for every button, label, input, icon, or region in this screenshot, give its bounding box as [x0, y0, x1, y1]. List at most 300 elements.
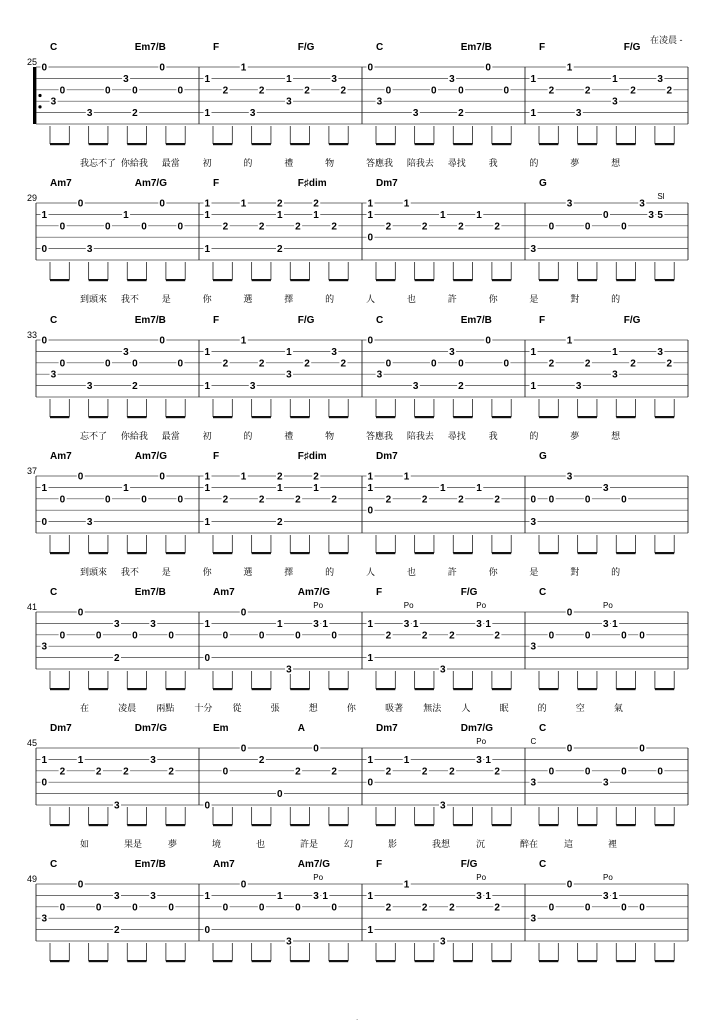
fret-number: 3: [530, 517, 537, 529]
fret-number: 3: [41, 641, 48, 653]
rhythm-beam: [89, 552, 108, 554]
rhythm-beam: [89, 143, 108, 145]
fret-number: 3: [648, 209, 654, 221]
fret-number: 2: [421, 494, 428, 506]
fret-number: 1: [403, 471, 410, 483]
lyric-syllable: 無法: [423, 704, 442, 714]
fret-number: 2: [258, 221, 265, 233]
fret-number: 3: [657, 346, 663, 358]
fret-number: 1: [367, 209, 374, 221]
fret-number: 0: [485, 62, 491, 74]
fret-number: 0: [584, 221, 591, 233]
fret-number: 0: [132, 630, 138, 642]
fret-number: 2: [331, 221, 337, 233]
fret-number: 0: [41, 244, 48, 256]
fret-number: 1: [277, 482, 283, 494]
lyric-syllable: 的: [611, 295, 621, 305]
fret-number: 1: [204, 381, 211, 393]
rhythm-beam: [376, 143, 395, 145]
fret-number: 3: [530, 777, 537, 789]
fret-number: 0: [295, 630, 301, 642]
rhythm-beam: [415, 824, 434, 826]
fret-number: 1: [367, 471, 374, 483]
chord-name: C: [376, 315, 384, 326]
fret-number: 3: [566, 198, 573, 210]
fret-number: 0: [59, 221, 66, 233]
fret-number: 1: [367, 618, 374, 630]
fret-number: 0: [141, 494, 147, 506]
rhythm-beam: [127, 688, 146, 690]
fret-number: 0: [313, 743, 319, 755]
chord-name: Am7: [50, 178, 72, 189]
fret-number: 2: [304, 358, 310, 370]
fret-number: 2: [421, 902, 428, 914]
chord-name: F: [213, 451, 220, 462]
rhythm-beam: [89, 416, 108, 418]
lyric-syllable: 人: [461, 704, 471, 714]
fret-number: 1: [612, 890, 618, 902]
fret-number: 0: [566, 607, 573, 619]
fret-number: 3: [150, 754, 156, 766]
chord-name: C: [50, 859, 58, 870]
fret-number: 2: [123, 766, 129, 778]
fret-number: 3: [313, 618, 319, 630]
fret-number: 3: [86, 244, 93, 256]
chord-name: F: [376, 587, 383, 598]
fret-number: 1: [322, 618, 328, 630]
chord-name: C: [539, 723, 547, 734]
fret-number: 0: [584, 494, 591, 506]
rhythm-beam: [415, 143, 434, 145]
fret-number: 0: [104, 494, 111, 506]
rhythm-beam: [539, 688, 558, 690]
lyric-syllable: 夢: [168, 840, 178, 850]
rhythm-beam: [252, 279, 271, 281]
rhythm-beam: [166, 279, 185, 281]
fret-number: 1: [412, 618, 419, 630]
lyric-syllable: 人: [366, 568, 376, 578]
chord-name: C: [376, 42, 384, 53]
rhythm-beam: [252, 416, 271, 418]
fret-number: 0: [132, 85, 138, 97]
fret-number: 0: [367, 505, 374, 517]
fret-number: 1: [286, 73, 292, 85]
fret-number: 2: [458, 221, 464, 233]
rhythm-beam: [376, 824, 395, 826]
rhythm-beam: [492, 688, 511, 690]
fret-number: 3: [86, 381, 93, 393]
fret-number: 0: [367, 232, 374, 244]
fret-number: 0: [258, 630, 265, 642]
fret-number: 0: [639, 743, 645, 755]
chord-name: Em7/B: [460, 315, 492, 326]
lyric-syllable: 想: [308, 704, 318, 714]
fret-number: 3: [313, 890, 319, 902]
fret-number: 3: [575, 381, 582, 393]
fret-number: 1: [403, 879, 410, 891]
fret-number: 1: [612, 346, 618, 358]
fret-number: 1: [566, 62, 573, 74]
fret-number: 1: [367, 482, 374, 494]
fret-number: 1: [204, 471, 211, 483]
fret-number: 3: [331, 73, 337, 85]
fret-number: 0: [639, 902, 645, 914]
fret-number: 3: [603, 777, 609, 789]
repeat-dot: [38, 94, 41, 97]
rhythm-beam: [415, 960, 434, 962]
rhythm-beam: [252, 824, 271, 826]
fret-number: 1: [476, 482, 482, 494]
lyric-syllable: 幻: [344, 840, 354, 850]
rhythm-beam: [415, 279, 434, 281]
fret-number: 3: [123, 346, 129, 358]
system-number: 49: [27, 874, 38, 884]
lyric-syllable: 的: [243, 432, 253, 442]
system-number: 41: [27, 602, 38, 612]
fret-number: 0: [59, 494, 66, 506]
fret-number: 0: [548, 766, 555, 778]
lyric-syllable: 吸著: [385, 704, 404, 714]
fret-number: 3: [41, 913, 48, 925]
rhythm-beam: [655, 824, 674, 826]
footer-mark: .: [356, 1013, 359, 1022]
fret-number: 0: [639, 630, 645, 642]
fret-number: 0: [41, 62, 48, 74]
fret-number: 0: [104, 85, 111, 97]
fret-number: 5: [657, 209, 663, 221]
rhythm-beam: [376, 416, 395, 418]
rhythm-beam: [89, 279, 108, 281]
rhythm-beam: [290, 416, 309, 418]
chord-name: C: [50, 315, 58, 326]
lyric-syllable: 你: [488, 568, 498, 578]
fret-number: 0: [367, 335, 374, 347]
fret-number: 3: [603, 482, 609, 494]
chord-name: Dm7/G: [460, 723, 493, 734]
lyric-syllable: 氣: [613, 704, 623, 714]
rhythm-beam: [127, 960, 146, 962]
lyric-syllable: 我: [488, 159, 498, 169]
lyric-syllable: 我不: [120, 568, 139, 578]
lyric-syllable: 張: [270, 704, 280, 714]
rhythm-beam: [166, 143, 185, 145]
rhythm-beam: [539, 960, 558, 962]
fret-number: 2: [313, 198, 319, 210]
fret-number: 2: [449, 766, 455, 778]
rhythm-beam: [213, 960, 232, 962]
fret-number: 3: [50, 369, 57, 381]
rhythm-beam: [89, 960, 108, 962]
lyric-syllable: 的: [529, 432, 539, 442]
rhythm-beam: [578, 279, 597, 281]
fret-number: 1: [204, 209, 211, 221]
fret-number: 0: [240, 607, 247, 619]
fret-number: 3: [440, 664, 446, 676]
lyric-syllable: 眠: [499, 704, 509, 714]
chord-name: Dm7: [50, 723, 72, 734]
lyric-syllable: 擇: [284, 568, 294, 578]
fret-number: 0: [430, 85, 437, 97]
fret-number: 3: [449, 346, 455, 358]
fret-number: 1: [485, 754, 491, 766]
lyric-syllable: 想: [611, 432, 621, 442]
fret-number: 0: [132, 902, 138, 914]
fret-number: 3: [249, 108, 256, 120]
fret-number: 1: [204, 618, 211, 630]
rhythm-beam: [655, 279, 674, 281]
fret-number: 2: [385, 630, 392, 642]
chord-name: Em: [213, 723, 229, 734]
fret-number: 3: [657, 73, 663, 85]
rhythm-beam: [50, 416, 69, 418]
fret-number: 2: [114, 925, 120, 937]
fret-number: 1: [612, 618, 618, 630]
chord-name: Dm7: [376, 451, 398, 462]
chord-name: G: [539, 178, 547, 189]
fret-number: 1: [204, 482, 211, 494]
technique-mark: Po: [476, 601, 487, 610]
fret-number: 0: [177, 494, 183, 506]
fret-number: 2: [295, 494, 301, 506]
fret-number: 0: [59, 358, 66, 370]
fret-number: 2: [258, 358, 265, 370]
fret-number: 2: [222, 358, 229, 370]
lyric-syllable: 你: [488, 295, 498, 305]
fret-number: 0: [159, 335, 165, 347]
rhythm-beam: [50, 688, 69, 690]
fret-number: 2: [340, 85, 346, 97]
fret-number: 2: [277, 471, 283, 483]
fret-number: 1: [440, 482, 446, 494]
chord-name: A: [297, 723, 305, 734]
fret-number: 1: [204, 244, 211, 256]
fret-number: 0: [77, 471, 84, 483]
fret-number: 0: [141, 221, 147, 233]
rhythm-beam: [127, 552, 146, 554]
lyric-syllable: 我: [488, 432, 498, 442]
fret-number: 1: [240, 62, 247, 74]
lyric-syllable: 從: [232, 704, 242, 714]
fret-number: 0: [503, 85, 509, 97]
fret-number: 0: [584, 630, 591, 642]
lyric-syllable: 夢: [570, 159, 580, 169]
fret-number: 1: [566, 335, 573, 347]
rhythm-beam: [655, 688, 674, 690]
fret-number: 3: [114, 618, 120, 630]
lyric-syllable: 境: [212, 840, 222, 850]
lyric-syllable: 是: [161, 568, 171, 578]
rhythm-beam: [616, 688, 635, 690]
fret-number: 0: [258, 902, 265, 914]
rhythm-beam: [539, 143, 558, 145]
lyric-syllable: 我不: [120, 295, 139, 305]
fret-number: 1: [240, 198, 247, 210]
fret-number: 2: [277, 517, 283, 529]
fret-number: 1: [485, 890, 491, 902]
fret-number: 0: [295, 902, 301, 914]
chord-name: C: [50, 587, 58, 598]
lyric-syllable: 物: [325, 432, 335, 442]
fret-number: 3: [150, 890, 156, 902]
lyric-syllable: 初: [202, 159, 212, 169]
fret-number: 2: [630, 358, 636, 370]
lyric-syllable: 也: [256, 840, 266, 850]
fret-number: 1: [41, 482, 48, 494]
fret-number: 3: [575, 108, 582, 120]
fret-number: 0: [621, 221, 627, 233]
rhythm-beam: [616, 279, 635, 281]
chord-name: Em7/B: [460, 42, 492, 53]
fret-number: 0: [621, 630, 627, 642]
fret-number: 0: [222, 630, 229, 642]
rhythm-beam: [50, 960, 69, 962]
rhythm-beam: [492, 143, 511, 145]
chord-name: Am7: [213, 859, 235, 870]
fret-number: 3: [412, 381, 419, 393]
lyric-syllable: 是: [161, 295, 171, 305]
rhythm-beam: [655, 416, 674, 418]
lyric-syllable: 空: [575, 704, 585, 714]
rhythm-beam: [492, 960, 511, 962]
chord-name: Am7: [213, 587, 235, 598]
rhythm-beam: [415, 552, 434, 554]
fret-number: 0: [458, 358, 464, 370]
fret-number: 0: [204, 653, 211, 665]
fret-number: 0: [385, 358, 392, 370]
rhythm-beam: [453, 143, 472, 145]
fret-number: 2: [277, 198, 283, 210]
fret-number: 0: [548, 630, 555, 642]
technique-mark: Po: [313, 873, 324, 882]
fret-number: 0: [77, 607, 84, 619]
lyric-syllable: 擇: [284, 295, 294, 305]
lyric-syllable: 禮: [284, 159, 294, 169]
fret-number: 0: [277, 789, 283, 801]
fret-number: 2: [666, 85, 672, 97]
fret-number: 2: [313, 471, 319, 483]
fret-number: 0: [177, 358, 183, 370]
lyric-syllable: 果是: [124, 840, 143, 850]
chord-name: Dm7: [376, 723, 398, 734]
fret-number: 0: [168, 630, 174, 642]
fret-number: 3: [449, 73, 455, 85]
lyric-syllable: 兩點: [156, 704, 175, 714]
rhythm-beam: [89, 688, 108, 690]
rhythm-beam: [578, 688, 597, 690]
fret-number: 2: [548, 85, 555, 97]
fret-number: 3: [286, 369, 292, 381]
chord-name: F: [213, 315, 220, 326]
technique-mark: Po: [313, 601, 324, 610]
rhythm-beam: [415, 416, 434, 418]
rhythm-beam: [539, 279, 558, 281]
chord-name: Am7/G: [134, 178, 167, 189]
lyric-syllable: 我忘不了: [80, 159, 117, 169]
lyric-syllable: 最當: [161, 159, 180, 169]
rhythm-beam: [127, 824, 146, 826]
fret-number: 1: [322, 890, 328, 902]
chord-name: F♯dim: [297, 178, 327, 189]
fret-number: 0: [621, 902, 627, 914]
fret-number: 2: [132, 381, 138, 393]
chord-name: Em7/B: [134, 42, 166, 53]
rhythm-beam: [616, 824, 635, 826]
fret-number: 2: [421, 766, 428, 778]
fret-number: 3: [331, 346, 337, 358]
system-number: 29: [27, 193, 38, 203]
rhythm-beam: [453, 960, 472, 962]
chord-name: Dm7: [376, 178, 398, 189]
fret-number: 2: [304, 85, 310, 97]
lyric-syllable: 夢: [570, 432, 580, 442]
fret-number: 0: [95, 630, 102, 642]
rhythm-beam: [252, 552, 271, 554]
lyric-syllable: 我想: [432, 840, 451, 850]
fret-number: 1: [313, 209, 319, 221]
rhythm-beam: [616, 552, 635, 554]
rhythm-beam: [127, 143, 146, 145]
chord-name: F/G: [623, 42, 641, 53]
rhythm-beam: [492, 824, 511, 826]
lyric-syllable: 的: [325, 568, 335, 578]
fret-number: 0: [331, 902, 337, 914]
fret-number: 3: [286, 96, 292, 108]
lyric-syllable: 初: [202, 432, 212, 442]
fret-number: 3: [412, 108, 419, 120]
fret-number: 0: [603, 209, 609, 221]
rhythm-beam: [213, 552, 232, 554]
technique-mark: Po: [403, 601, 414, 610]
system-number: 45: [27, 738, 38, 748]
fret-number: 2: [421, 630, 428, 642]
fret-number: 2: [385, 221, 392, 233]
lyric-syllable: 你: [202, 568, 212, 578]
fret-number: 1: [277, 618, 283, 630]
lyric-syllable: 尋找: [447, 159, 466, 169]
fret-number: 3: [476, 754, 482, 766]
rhythm-beam: [213, 416, 232, 418]
rhythm-beam: [376, 960, 395, 962]
fret-number: 1: [530, 108, 537, 120]
lyric-syllable: 的: [243, 159, 253, 169]
fret-number: 1: [440, 209, 446, 221]
fret-number: 0: [177, 221, 183, 233]
rhythm-beam: [655, 552, 674, 554]
chord-name: F/G: [623, 315, 641, 326]
rhythm-beam: [453, 279, 472, 281]
fret-number: 2: [385, 494, 392, 506]
fret-number: 2: [258, 754, 265, 766]
lyric-syllable: 人: [366, 295, 376, 305]
rhythm-beam: [376, 552, 395, 554]
rhythm-beam: [290, 688, 309, 690]
fret-number: 3: [376, 96, 383, 108]
fret-number: 0: [584, 902, 591, 914]
fret-number: 2: [494, 630, 500, 642]
rhythm-beam: [329, 416, 348, 418]
lyric-syllable: 答應我: [366, 432, 394, 442]
fret-number: 3: [114, 800, 120, 812]
fret-number: 1: [77, 754, 84, 766]
fret-number: 3: [286, 664, 292, 676]
chord-name: G: [539, 451, 547, 462]
fret-number: 1: [403, 754, 410, 766]
rhythm-beam: [578, 824, 597, 826]
rhythm-beam: [492, 552, 511, 554]
chord-name: F: [213, 42, 220, 53]
fret-number: 3: [50, 96, 57, 108]
rhythm-beam: [329, 552, 348, 554]
